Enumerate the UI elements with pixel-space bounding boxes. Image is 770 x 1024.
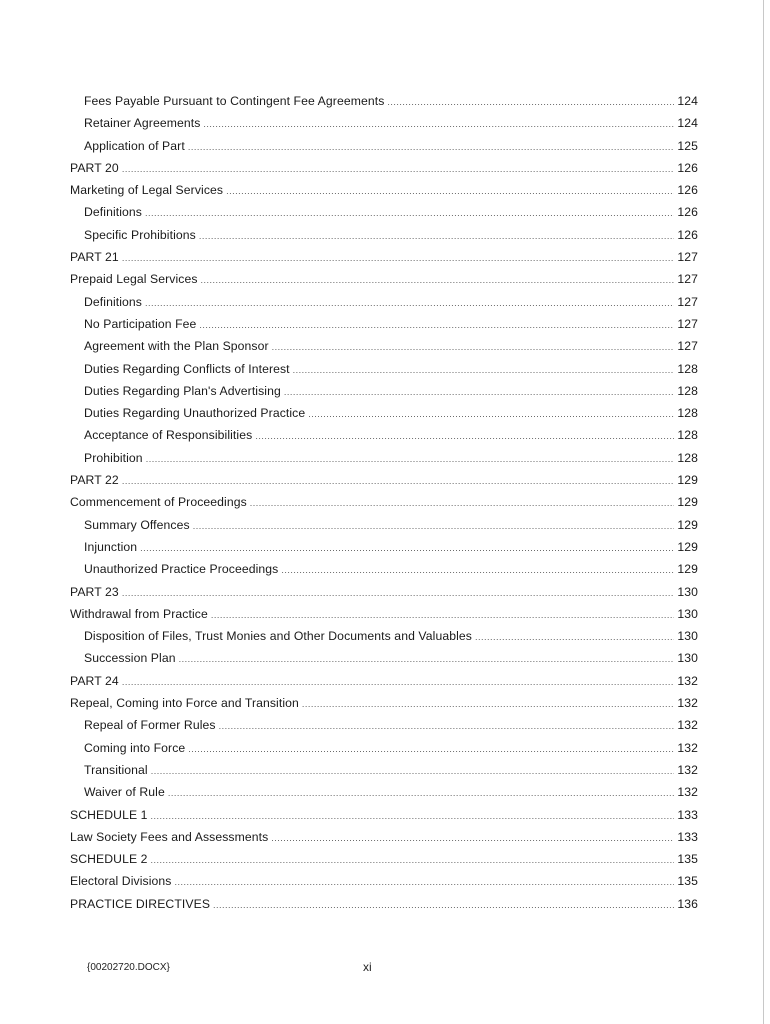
toc-entry-label: Agreement with the Plan Sponsor xyxy=(84,339,269,354)
dot-leader xyxy=(213,900,674,910)
toc-entry-page: 127 xyxy=(677,272,698,287)
dot-leader xyxy=(151,766,674,776)
page-edge-divider xyxy=(763,0,764,1024)
toc-entry-page: 126 xyxy=(677,183,698,198)
toc-entry[interactable] xyxy=(70,428,698,450)
toc-entry-label: Coming into Force xyxy=(84,740,186,755)
toc-entry-page: 127 xyxy=(677,250,698,265)
toc-entry-page: 130 xyxy=(677,584,698,599)
toc-entry[interactable] xyxy=(70,228,698,250)
toc-entry[interactable] xyxy=(70,161,698,183)
toc-entry-page: 135 xyxy=(677,874,698,889)
toc-entry-label: Definitions xyxy=(84,205,143,220)
toc-entry[interactable] xyxy=(70,473,698,495)
toc-entry[interactable] xyxy=(70,518,698,540)
toc-entry-label: Duties Regarding Plan's Advertising xyxy=(84,383,281,398)
toc-entry[interactable] xyxy=(70,874,698,896)
toc-entry-page: 129 xyxy=(677,473,698,488)
dot-leader xyxy=(308,409,674,419)
toc-entry-page: 128 xyxy=(677,450,698,465)
toc-entry-label: PART 22 xyxy=(70,473,119,488)
dot-leader xyxy=(193,521,674,531)
dot-leader xyxy=(203,119,674,129)
toc-entry-label: Withdrawal from Practice xyxy=(70,606,208,621)
dot-leader xyxy=(145,298,674,308)
toc-entry[interactable] xyxy=(70,139,698,161)
dot-leader xyxy=(179,654,674,664)
table-of-contents xyxy=(70,94,698,919)
toc-entry-label: No Participation Fee xyxy=(84,316,197,331)
toc-entry[interactable] xyxy=(70,674,698,696)
toc-entry-page: 132 xyxy=(677,762,698,777)
toc-entry-label: Commencement of Proceedings xyxy=(70,495,247,510)
toc-entry-label: Unauthorized Practice Proceedings xyxy=(84,562,279,577)
toc-entry-label: Disposition of Files, Trust Monies and Other Documents and Valuables xyxy=(84,629,472,644)
toc-entry-label: Acceptance of Responsibilities xyxy=(84,428,253,443)
toc-entry[interactable] xyxy=(70,406,698,428)
toc-entry-page: 126 xyxy=(677,205,698,220)
dot-leader xyxy=(188,142,674,152)
toc-entry-label: Definitions xyxy=(84,294,143,309)
toc-entry[interactable] xyxy=(70,696,698,718)
toc-entry-page: 130 xyxy=(677,651,698,666)
toc-entry-label: Repeal, Coming into Force and Transition xyxy=(70,696,299,711)
toc-entry-page: 127 xyxy=(677,339,698,354)
dot-leader xyxy=(281,565,674,575)
document-reference: {00202720.DOCX} xyxy=(87,962,170,973)
dot-leader xyxy=(146,454,674,464)
toc-entry-page: 130 xyxy=(677,629,698,644)
dot-leader xyxy=(302,699,674,709)
dot-leader xyxy=(201,275,674,285)
toc-entry[interactable] xyxy=(70,540,698,562)
toc-entry-label: SCHEDULE 2 xyxy=(70,852,148,867)
toc-entry-label: PRACTICE DIRECTIVES xyxy=(70,896,211,911)
toc-entry[interactable] xyxy=(70,852,698,874)
toc-entry[interactable] xyxy=(70,272,698,294)
toc-entry[interactable] xyxy=(70,651,698,673)
toc-entry-label: Prohibition xyxy=(84,450,143,465)
toc-entry-page: 129 xyxy=(677,517,698,532)
toc-entry-page: 129 xyxy=(677,539,698,554)
dot-leader xyxy=(122,476,674,486)
dot-leader xyxy=(387,97,674,107)
toc-entry-page: 132 xyxy=(677,696,698,711)
toc-entry[interactable] xyxy=(70,495,698,517)
toc-entry-page: 126 xyxy=(677,160,698,175)
toc-entry-label: Succession Plan xyxy=(84,651,176,666)
toc-entry-page: 129 xyxy=(677,562,698,577)
toc-entry-label: PART 24 xyxy=(70,673,119,688)
toc-entry[interactable] xyxy=(70,339,698,361)
dot-leader xyxy=(122,164,674,174)
toc-entry[interactable] xyxy=(70,808,698,830)
toc-entry-page: 132 xyxy=(677,673,698,688)
toc-entry[interactable] xyxy=(70,451,698,473)
toc-entry-page: 130 xyxy=(677,606,698,621)
dot-leader xyxy=(140,543,674,553)
dot-leader xyxy=(219,721,674,731)
toc-entry-page: 132 xyxy=(677,785,698,800)
dot-leader xyxy=(293,365,674,375)
toc-entry-label: PART 20 xyxy=(70,160,119,175)
dot-leader xyxy=(151,811,674,821)
toc-entry-label: Electoral Divisions xyxy=(70,874,172,889)
toc-entry-page: 127 xyxy=(677,294,698,309)
dot-leader xyxy=(145,208,674,218)
toc-entry-label: PART 21 xyxy=(70,250,119,265)
dot-leader xyxy=(250,498,674,508)
toc-entry-page: 127 xyxy=(677,316,698,331)
toc-entry-page: 133 xyxy=(677,807,698,822)
dot-leader xyxy=(284,387,674,397)
toc-entry[interactable] xyxy=(70,785,698,807)
toc-entry-label: Duties Regarding Unauthorized Practice xyxy=(84,406,306,421)
dot-leader xyxy=(271,833,674,843)
dot-leader xyxy=(168,788,674,798)
toc-entry[interactable] xyxy=(70,205,698,227)
toc-entry[interactable] xyxy=(70,384,698,406)
dot-leader xyxy=(226,186,674,196)
toc-entry-label: Retainer Agreements xyxy=(84,116,201,131)
toc-entry-label: Application of Part xyxy=(84,138,185,153)
toc-entry-page: 125 xyxy=(677,138,698,153)
toc-entry-label: Waiver of Rule xyxy=(84,785,165,800)
toc-entry-page: 129 xyxy=(677,495,698,510)
dot-leader xyxy=(151,855,674,865)
toc-entry-label: Summary Offences xyxy=(84,517,190,532)
dot-leader xyxy=(188,744,674,754)
toc-entry-page: 132 xyxy=(677,740,698,755)
dot-leader xyxy=(199,231,674,241)
toc-entry-page: 132 xyxy=(677,718,698,733)
toc-entry[interactable] xyxy=(70,362,698,384)
toc-entry[interactable] xyxy=(70,741,698,763)
toc-entry-label: Specific Prohibitions xyxy=(84,227,196,242)
toc-entry[interactable] xyxy=(70,718,698,740)
toc-entry[interactable] xyxy=(70,607,698,629)
dot-leader xyxy=(272,342,674,352)
toc-entry-page: 135 xyxy=(677,852,698,867)
toc-entry-page: 128 xyxy=(677,383,698,398)
toc-entry-label: SCHEDULE 1 xyxy=(70,807,148,822)
dot-leader xyxy=(475,632,674,642)
toc-entry[interactable] xyxy=(70,94,698,116)
toc-entry[interactable] xyxy=(70,295,698,317)
dot-leader xyxy=(255,431,674,441)
toc-entry[interactable] xyxy=(70,585,698,607)
toc-entry-label: Duties Regarding Conflicts of Interest xyxy=(84,361,290,376)
toc-entry-page: 128 xyxy=(677,361,698,376)
dot-leader xyxy=(122,253,674,263)
toc-entry-page: 126 xyxy=(677,227,698,242)
dot-leader xyxy=(211,610,674,620)
dot-leader xyxy=(122,677,674,687)
toc-entry-label: Law Society Fees and Assessments xyxy=(70,829,269,844)
toc-entry[interactable] xyxy=(70,183,698,205)
toc-entry[interactable] xyxy=(70,250,698,272)
toc-entry-label: Prepaid Legal Services xyxy=(70,272,198,287)
toc-entry[interactable] xyxy=(70,317,698,339)
toc-entry-label: PART 23 xyxy=(70,584,119,599)
toc-entry-page: 128 xyxy=(677,406,698,421)
toc-entry-page: 124 xyxy=(677,94,698,108)
toc-entry[interactable] xyxy=(70,116,698,138)
toc-entry-label: Transitional xyxy=(84,762,148,777)
toc-entry[interactable] xyxy=(70,830,698,852)
page-number: xi xyxy=(363,960,372,974)
toc-entry-page: 136 xyxy=(677,896,698,911)
toc-entry-label: Repeal of Former Rules xyxy=(84,718,216,733)
toc-entry-label: Marketing of Legal Services xyxy=(70,183,224,198)
toc-entry-label: Fees Payable Pursuant to Contingent Fee Agreements xyxy=(84,94,385,108)
toc-entry-label: Injunction xyxy=(84,539,138,554)
toc-entry[interactable] xyxy=(70,763,698,785)
toc-entry[interactable] xyxy=(70,562,698,584)
toc-entry-page: 124 xyxy=(677,116,698,131)
toc-entry-page: 133 xyxy=(677,829,698,844)
dot-leader xyxy=(122,588,674,598)
dot-leader xyxy=(199,320,674,330)
toc-entry-page: 128 xyxy=(677,428,698,443)
dot-leader xyxy=(174,877,674,887)
toc-entry[interactable] xyxy=(70,629,698,651)
toc-entry[interactable] xyxy=(70,897,698,919)
